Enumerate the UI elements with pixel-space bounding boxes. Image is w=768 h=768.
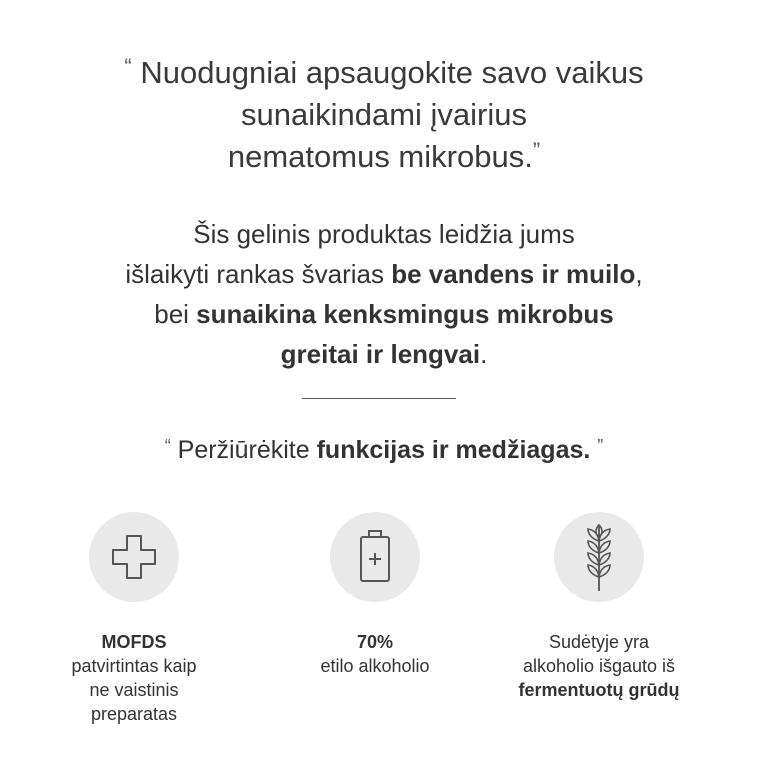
quote-line-1: “ Nuodugniai apsaugokite savo vaikus [124, 54, 644, 90]
product-description [0, 214, 768, 374]
quote-line-3: nematomus mikrobus.” [227, 138, 541, 174]
lead-line-3: bei sunaikina kenksmingus mikrobus [154, 299, 614, 329]
battery-bottle-icon [355, 529, 395, 585]
features-subheading: “ Peržiūrėkite funkcijas ir medžiagas. ” [164, 436, 604, 464]
lead-line-2: išlaikyti rankas švarias be vandens ir muilo, [125, 259, 643, 289]
quote-line-2: sunaikindami įvairius [240, 97, 527, 132]
feature-alcohol [275, 512, 475, 678]
feature-grain [499, 512, 699, 702]
feature-text: MOFDS patvirtintas kaip ne vaistinis preparatas [71, 632, 197, 724]
section-divider [302, 398, 456, 399]
sub-open-quote-mark: “ [164, 436, 171, 456]
lead-line-1: Šis gelinis produktas leidžia jums [193, 219, 575, 249]
feature-icon-circle [554, 512, 644, 602]
headline-quote [0, 52, 768, 178]
feature-certified [34, 512, 234, 726]
medical-cross-icon [109, 532, 159, 582]
open-quote-mark: “ [124, 54, 132, 79]
lead-line-4: greitai ir lengvai. [280, 339, 488, 369]
feature-icon-circle [330, 512, 420, 602]
close-quote-mark: ” [532, 138, 541, 163]
sub-close-quote-mark: ” [597, 436, 604, 456]
wheat-icon [577, 521, 621, 593]
feature-text: 70% etilo alkoholio [320, 632, 430, 676]
feature-icon-circle [89, 512, 179, 602]
feature-text: Sudėtyje yra alkoholio išgauto iš fermentuotų grūdų [518, 632, 680, 700]
